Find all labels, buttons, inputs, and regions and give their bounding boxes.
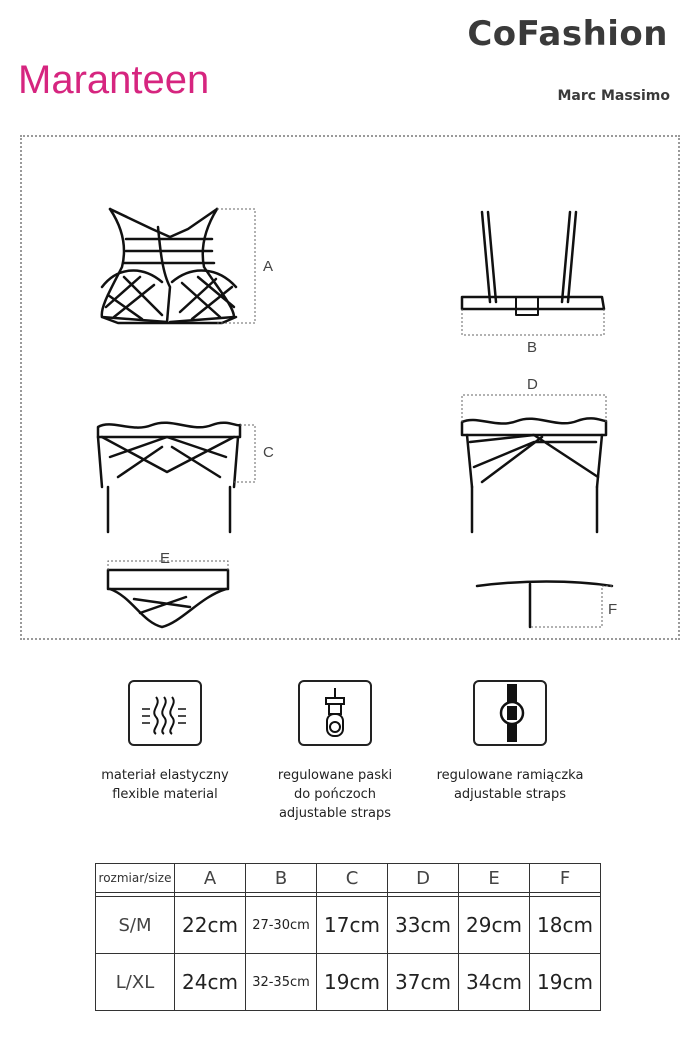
stretch-waves-icon	[128, 680, 202, 746]
cell-c: 19cm	[317, 954, 388, 1011]
header-b: B	[246, 864, 317, 893]
cell-e: 29cm	[459, 897, 530, 954]
size-table-header	[96, 864, 601, 893]
garment-illustrations	[22, 137, 682, 642]
label-a: A	[263, 258, 274, 275]
label-e: E	[160, 550, 171, 567]
feature-label-garter: regulowane paski do pończoch adjustable straps	[277, 768, 393, 821]
feature-adjustable-straps	[410, 680, 610, 804]
strap-drawing	[477, 582, 612, 628]
cell-a: 24cm	[175, 954, 246, 1011]
row-size-label: L/XL	[96, 954, 175, 1011]
thong-drawing	[108, 570, 228, 627]
label-d: D	[527, 376, 538, 393]
feature-label-flexible: materiał elastyczny flexible material	[101, 768, 229, 802]
size-row-lxl	[96, 954, 601, 1011]
strap-slider-icon	[473, 680, 547, 746]
bra-front-drawing	[102, 209, 236, 323]
header-f: F	[530, 864, 601, 893]
sub-brand: Marc Massimo	[557, 88, 670, 104]
label-c: C	[263, 444, 274, 461]
size-table	[95, 863, 601, 1011]
header-d: D	[388, 864, 459, 893]
feature-adjustable-garter	[240, 680, 430, 823]
cell-a: 22cm	[175, 897, 246, 954]
cell-c: 17cm	[317, 897, 388, 954]
header-c: C	[317, 864, 388, 893]
header-a: A	[175, 864, 246, 893]
cell-b: 32-35cm	[246, 954, 317, 1011]
bra-back-drawing	[462, 212, 604, 315]
garter-clip-icon	[298, 680, 372, 746]
feature-flexible-material	[70, 680, 260, 804]
cell-f: 18cm	[530, 897, 601, 954]
size-row-sm	[96, 897, 601, 954]
row-size-label: S/M	[96, 897, 175, 954]
feature-label-straps: regulowane ramiączka adjustable straps	[436, 768, 584, 802]
label-f: F	[608, 601, 618, 618]
cell-b: 27-30cm	[246, 897, 317, 954]
header-e: E	[459, 864, 530, 893]
brand-logo: CoFashion	[467, 14, 668, 54]
measurement-diagram-panel	[20, 135, 680, 640]
product-title: Maranteen	[18, 58, 210, 102]
cell-e: 34cm	[459, 954, 530, 1011]
cell-d: 33cm	[388, 897, 459, 954]
cell-f: 19cm	[530, 954, 601, 1011]
garter-belt-front-drawing	[98, 423, 240, 532]
label-b: B	[527, 339, 538, 356]
cell-d: 37cm	[388, 954, 459, 1011]
garter-belt-back-drawing	[462, 418, 606, 532]
header-size: rozmiar/size	[96, 864, 175, 893]
